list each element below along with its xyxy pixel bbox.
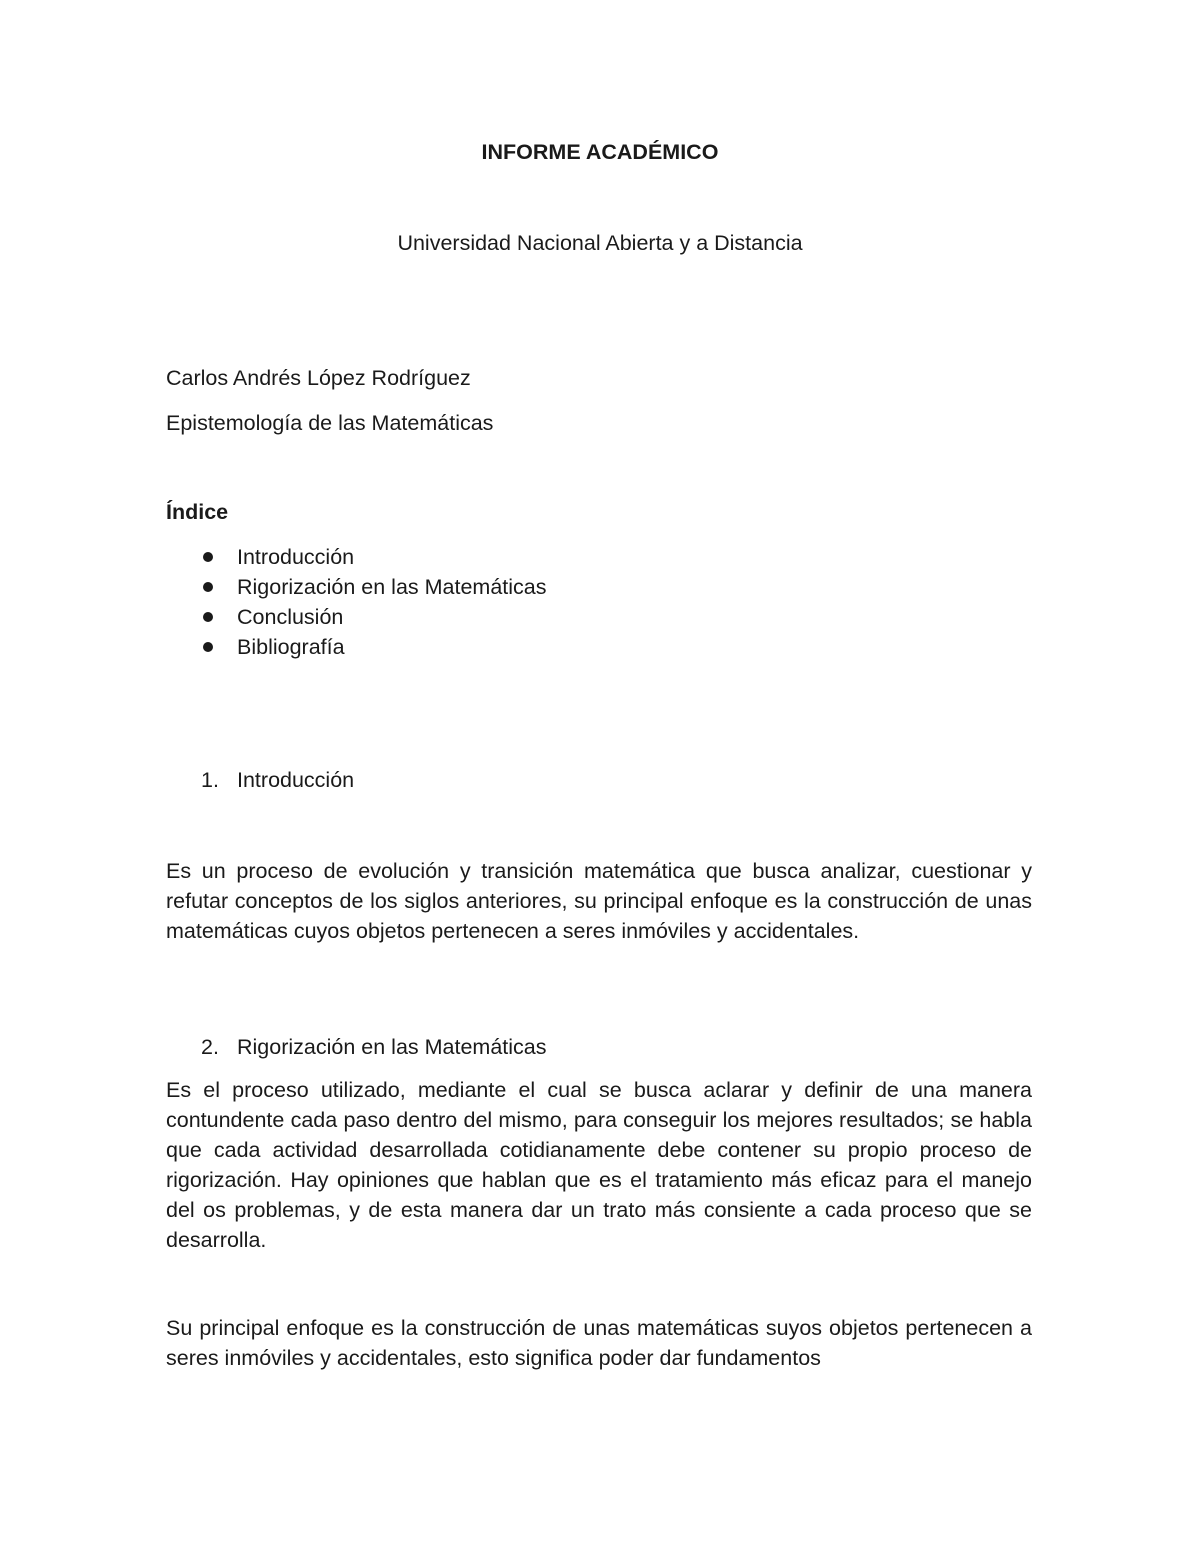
index-heading: Índice [166,500,229,524]
course-name: Epistemología de las Matemáticas [166,411,494,435]
index-item-label: Introducción [237,545,355,569]
section-paragraph: Su principal enfoque es la construcción de unas matemáticas suyos objetos pertenecen a seres inmóviles y accidentales, esto significa poder dar fundamentos [166,1316,1032,1370]
index-item-label: Rigorización en las Matemáticas [237,575,547,599]
index-item-label: Conclusión [237,605,344,629]
section-paragraph: Es un proceso de evolución y transición matemática que busca analizar, cuestionar y refutar conceptos de los siglos anteriores, su principal enfoque es la construcción de unas matemáticas cuyos objetos pertenecen a seres inmóviles y accidentales. [166,859,1032,943]
section-title: Rigorización en las Matemáticas [237,1035,547,1059]
author-name: Carlos Andrés López Rodríguez [166,366,471,390]
bullet-icon [203,552,213,562]
bullet-icon [203,612,213,622]
index-item [166,574,547,604]
section-number: 2. [201,1035,219,1059]
index-item [166,634,547,664]
index-item [166,544,547,574]
section-number: 1. [201,768,219,792]
section-paragraph: Es el proceso utilizado, mediante el cual se busca aclarar y definir de una manera contundente cada paso dentro del mismo, para conseguir los mejores resultados; se habla que cada actividad desarrollada cotidianamente debe contener su propio proceso de rigorización. Hay opiniones que hablan que es el tratamiento más eficaz para el manejo del os problemas, y de esta manera dar un trato más consiente a cada proceso que se desarrolla. [166,1078,1032,1252]
bullet-icon [203,582,213,592]
index-item [166,604,547,634]
institution-name: Universidad Nacional Abierta y a Distancia [397,231,803,255]
section-title: Introducción [237,768,355,792]
index-item-label: Bibliografía [237,635,345,659]
index-list [166,544,547,664]
bullet-icon [203,642,213,652]
document-title: INFORME ACADÉMICO [481,140,719,164]
